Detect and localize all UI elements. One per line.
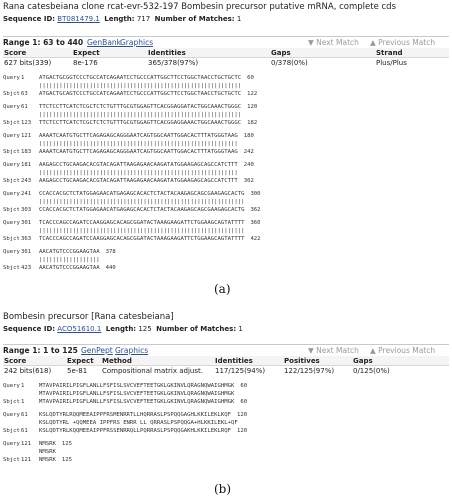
- alignment-sbjct-line: Sbjct 61 KSLQDTYRLKQQMEEAIPPFRSSENRRQLLPQRRASLPSPQQGAKHLKKILEKLRQF 120: [3, 428, 248, 434]
- alignment-sbjct-line: Sbjct 423 AACATGTCCCGGAAGTAA 440: [3, 265, 116, 271]
- previous-match-button[interactable]: ▲ Previous Match: [370, 38, 436, 47]
- sequence-meta: [3, 15, 241, 23]
- stats-header: Strand: [375, 48, 449, 58]
- seqid-link[interactable]: BT081479.1: [57, 15, 100, 23]
- alignment-match-line: |||||||||||||||||||||||||||||||||||||||||||||||||||||||||||||: [39, 228, 245, 234]
- length-label: Length:: [104, 15, 135, 23]
- alignment-match-line: ||||||||||||||||||: [39, 257, 100, 263]
- alignment-query-line: Query 61 KSLQDTYRLRQQMEEAIPPFRSMENRRTLLHQRRASLPSPQQGAGHLKKILEKLKQF 120: [3, 412, 248, 418]
- alignment-match-line: MTAVPAIRILPIGFLANLLFSFISLSVCVEFTEETGKLGKINVLQRAGNQWAIGHMGK: [39, 391, 235, 397]
- alignment-sbjct-line: Sbjct 63 ATGACTGCAGTCCCTGCCATCAGAATCCTGCCCATTGGCTTCCTGGCTAACCTGCTGCTC 122: [3, 91, 258, 97]
- stats-header: Expect: [66, 356, 101, 366]
- matches-value: 1: [238, 325, 243, 333]
- figure-label-b: (b): [214, 482, 232, 496]
- stats-value: 122/125(97%): [284, 366, 335, 375]
- stats-value: 5e-81: [67, 366, 88, 375]
- stats-header: Method: [101, 356, 214, 366]
- previous-match-button[interactable]: ▲ Previous Match: [370, 346, 436, 355]
- stats-value: 117/125(94%): [215, 366, 266, 375]
- stats-header: Gaps: [270, 48, 375, 58]
- stats-value: 627 bits(339): [4, 58, 52, 67]
- alignment-match-line: KSLQDTYRL +QQMEEA IPPFRS ENRR LL QRRASLPSPQQGA+HLKKILEKL+QF: [39, 420, 238, 426]
- alignment-query-line: Query 1 ATGACTGCGGTCCCTGCCATCAGAATCCTGCCCATTGGCTTCCTGGCTAACCTGCTGCTC 60: [3, 75, 254, 81]
- seqid-label: Sequence ID:: [3, 325, 56, 333]
- figure-label-a: (a): [214, 282, 231, 296]
- next-match-button[interactable]: ▼ Next Match: [308, 346, 359, 355]
- alignment-query-line: Query 61 TTCTCCTTCATCTCGCTCTCTGTTTGCGTGGAGTTCACGGAGGATACTGGCAAACTGGGC 120: [3, 104, 258, 110]
- stats-value: Compositional matrix adjust.: [102, 366, 203, 375]
- range-label: Range 1: 63 to 440: [3, 38, 84, 47]
- stats-value: 8e-176: [73, 58, 98, 67]
- alignment-sbjct-line: Sbjct 303 CCACCACGCTCTATGGAGAACATGAGAGCACACTCTACTACAAGAGCAGCGAAGAGCACTG 362: [3, 207, 261, 213]
- range-label: Range 1: 1 to 125: [3, 346, 78, 355]
- genbank-link[interactable]: GenBank: [87, 38, 122, 47]
- stats-header: Gaps: [352, 356, 449, 366]
- alignment-sbjct-line: Sbjct 243 AAGAGCCTGCAAGACACGTACAGATTAAGAGAACAAGATATGGAAGAGCAGCCATCTTT 302: [3, 178, 254, 184]
- stats-value: 0/125(0%): [353, 366, 390, 375]
- alignment-match-line: |||||||||||||||||||||||||||||||||||||||||||||||||||||||||||: [39, 170, 238, 176]
- alignment-match-line: ||||||||||||||||||||||||||||||||||||||||||||||||||||||||||||: [39, 83, 242, 89]
- alignment-query-line: Query 121 NMSRK 125: [3, 441, 72, 447]
- protein-alignment: [3, 382, 247, 469]
- alignment-query-line: Query 181 AAGAGCCTGCAAGACACGTACAGATTAAGAGAACAAGATATGGAAGAGCAGCCATCTTT 240: [3, 162, 254, 168]
- alignment-match-line: NMSRK: [39, 449, 56, 455]
- length-value: 717: [136, 15, 151, 23]
- alignment-stats-table: [3, 48, 449, 67]
- next-match-button[interactable]: ▼ Next Match: [308, 38, 359, 47]
- stats-value: 365/378(97%): [148, 58, 199, 67]
- matches-value: 1: [236, 15, 242, 23]
- alignment-sbjct-line: Sbjct 183 AAAATCAATGTGCTTCAGAGAGCAGGGAATCAGTGGCAATTGGACACTTTATGGGTAAG 242: [3, 149, 254, 155]
- protein-meta: [3, 325, 243, 333]
- stats-value: 242 bits(618): [4, 366, 52, 375]
- genpept-link[interactable]: GenPept: [81, 346, 113, 355]
- stats-header: Score: [3, 48, 72, 58]
- seqid-link[interactable]: ACO51610.1: [57, 325, 102, 333]
- alignment-query-line: Query 361 AACATGTCCCGGAAGTAA 378: [3, 249, 116, 255]
- alignment-sbjct-line: Sbjct 121 NMSRK 125: [3, 457, 72, 463]
- sequence-title: Rana catesbeiana clone rcat-evr-532-197 Bombesin precursor putative mRNA, complete cds: [3, 2, 397, 12]
- matches-label: Number of Matches:: [154, 15, 235, 23]
- protein-title: Bombesin precursor [Rana catesbeiana]: [3, 312, 174, 322]
- panel-b: [0, 312, 452, 500]
- alignment-sbjct-line: Sbjct 363 TCACCCAGCCAGATCCAAGGAGCACAGCGGATACTAAAGAAGATTCTGGAAGCAGTATTTT 422: [3, 236, 261, 242]
- stats-value: 0/378(0%): [271, 58, 308, 67]
- seqid-label: Sequence ID:: [3, 15, 56, 23]
- alignment-match-line: |||||||||||||||||||||||||||||||||||||||||||||||||||||||||||||: [39, 199, 245, 205]
- alignment-match-line: ||||||||||||||||||||||||||||||||||||||||||||||||||||||||||||: [39, 112, 242, 118]
- stats-header: Identities: [214, 356, 283, 366]
- alignment-query-line: Query 241 CCACCACGCTCTATGGAGAACATGAGAGCACACTCTACTACAAGAGCAGCGAAGAGCACTG 300: [3, 191, 261, 197]
- graphics-link[interactable]: Graphics: [115, 346, 149, 355]
- nucleotide-alignment: [3, 74, 261, 277]
- stats-value: Plus/Plus: [376, 58, 407, 67]
- length-label: Length:: [105, 325, 137, 333]
- stats-header: Positives: [283, 356, 352, 366]
- alignment-query-line: Query 301 TCACCCAGCCAGATCCAAGGAGCACAGCGGATACTAAAGAAGATTCTGGAAGCAGTATTTT 360: [3, 220, 261, 226]
- stats-header: Expect: [72, 48, 147, 58]
- alignment-stats-table: [3, 356, 449, 375]
- alignment-sbjct-line: Sbjct 123 TTCTCCTTCATCTCGCTCTCTGTTTGCGTGGAGTTCACGGAGGAAACTGGCAAACTGGGC 182: [3, 120, 258, 126]
- stats-header: Score: [3, 356, 66, 366]
- graphics-link[interactable]: Graphics: [120, 38, 154, 47]
- stats-header: Identities: [147, 48, 270, 58]
- alignment-match-line: |||||||||||||||||||||||||||||||||||||||||||||||||||||||||||: [39, 141, 238, 147]
- alignment-query-line: Query 1 MTAVPAIRILPIGFLANLLFSFISLSVCVEFTEETGKLGKINVLQRAGNQWAIGHMGK 60: [3, 383, 248, 389]
- matches-label: Number of Matches:: [156, 325, 237, 333]
- alignment-sbjct-line: Sbjct 1 MTAVPAIRILPIGFLANLLFSFISLSVCVEFTEETGKLGKINVLQRAGNQWAIGHMGK 60: [3, 399, 248, 405]
- alignment-query-line: Query 121 AAAATCAATGTGCTTCAGAGAGCAGGGAATCAGTGGCAATTGGACACTTTATGGGTAAG 180: [3, 133, 254, 139]
- length-value: 125: [138, 325, 152, 333]
